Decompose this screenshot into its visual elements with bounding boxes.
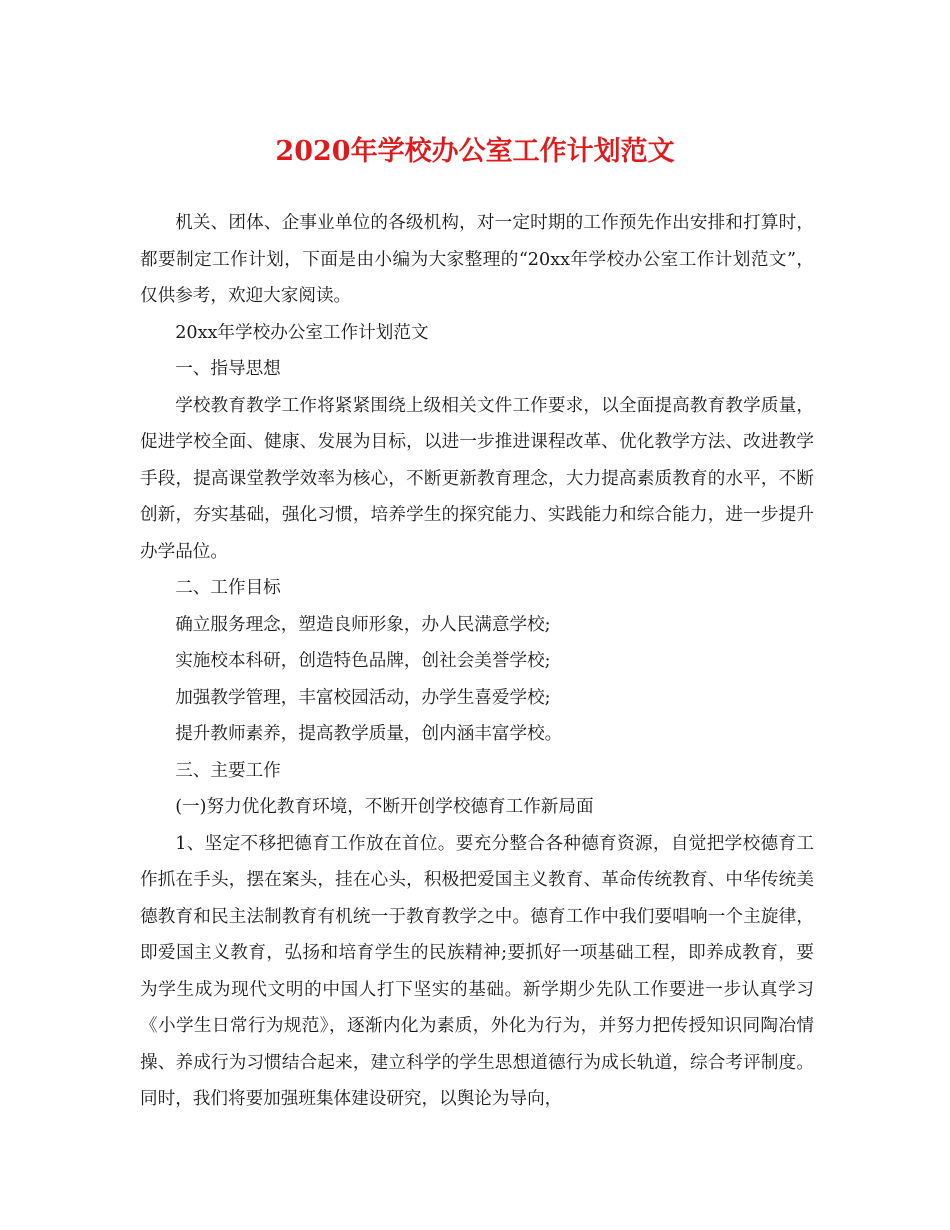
section-heading-work-goals: 二、工作目标 <box>175 578 281 598</box>
goal-item: 确立服务理念，塑造良师形象，办人民满意学校; <box>175 614 551 635</box>
goal-item: 实施校本科研，创造特色品牌，创社会美誉学校; <box>175 651 551 671</box>
document-title: 2020年学校办公室工作计划范文 <box>275 136 675 167</box>
subsection-heading: (一)努力优化教育环境，不断开创学校德育工作新局面 <box>175 797 594 817</box>
paragraph-subtitle: 20xx年学校办公室工作计划范文 <box>175 322 429 343</box>
document-body <box>140 205 814 1118</box>
paragraph-guiding-ideology: 学校教育教学工作将紧紧围绕上级相关文件工作要求，以全面提高教育教学质量，促进学校全面、健康、发展为目标，以进一步推进课程改革、优化教学方法、改进教学手段，提高课堂教学效率为核心，不断更新教育理念，大力提高素质教育的水平，不断创新，夯实基础，强化习惯，培养学生的探究能力、实践能力和综合能力，进一步提升办学品位。 <box>140 395 814 562</box>
paragraph-moral-education: 1、坚定不移把德育工作放在首位。要充分整合各种德育资源，自觉把学校德育工作抓在手头，摆在案头，挂在心头，积极把爱国主义教育、革命传统教育、中华传统美德教育和民主法制教育有机统一于教育教学之中。德育工作中我们要唱响一个主旋律，即爱国主义教育，弘扬和培育学生的民族精神;要抓好一项基础工程，即养成教育，要为学生成为现代文明的中国人打下坚实的基础。新学期少先队工作要进一步认真学习《小学生日常行为规范》，逐渐内化为素质，外化为行为，并努力把传授知识同陶冶情操、养成行为习惯结合起来，建立科学的学生思想道德行为成长轨道，综合考评制度。同时，我们将要加强班集体建设研究，以舆论为导向， <box>140 833 814 1109</box>
section-heading-main-work: 三、主要工作 <box>175 760 281 781</box>
paragraph-intro: 机关、团体、企事业单位的各级机构，对一定时期的工作预先作出安排和打算时，都要制定工作计划，下面是由小编为大家整理的“20xx年学校办公室工作计划范文”，仅供参考，欢迎大家阅读。 <box>140 213 814 306</box>
goal-item: 加强教学管理，丰富校园活动，办学生喜爱学校; <box>175 687 551 708</box>
section-heading-guiding-ideology: 一、指导思想 <box>175 359 281 379</box>
goal-item: 提升教师素养，提高教学质量，创内涵丰富学校。 <box>175 724 563 744</box>
